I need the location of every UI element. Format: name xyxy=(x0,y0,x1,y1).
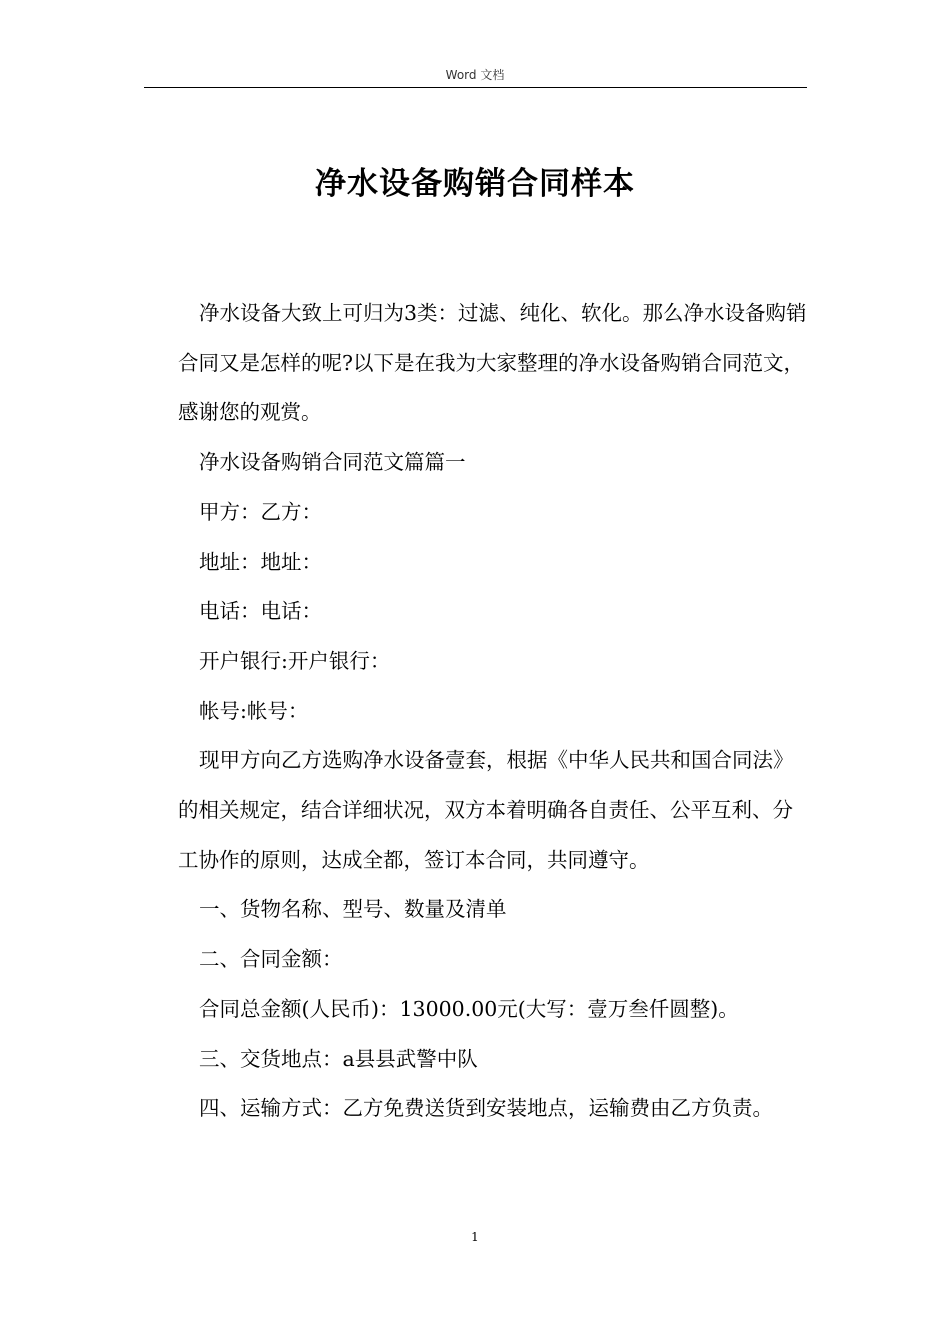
document-title: 净水设备购销合同样本 xyxy=(315,166,635,202)
page-number: 1 xyxy=(471,1230,479,1244)
clause-delivery-location: 三、交货地点：a县县武警中队 xyxy=(199,1046,478,1071)
clause-transport: 四、运输方式：乙方免费送货到安装地点，运输费由乙方负责。 xyxy=(199,1096,773,1121)
party-line: 甲方：乙方： xyxy=(199,499,322,524)
clause-goods: 一、货物名称、型号、数量及清单 xyxy=(199,897,507,922)
account-line: 帐号:帐号： xyxy=(199,698,309,723)
address-line: 地址：地址： xyxy=(199,549,322,574)
agreement-paragraph: 现甲方向乙方选购净水设备壹套，根据《中华人民共和国合同法》的相关规定，结合详细状况，双方本着明确各自责任、公平互利、分工协作的原则，达成全都，签订本合同，共同遵守。 xyxy=(178,748,794,872)
intro-paragraph: 净水设备大致上可归为3类：过滤、纯化、软化。那么净水设备购销合同又是怎样的呢?以下是在我为大家整理的净水设备购销合同范文，感谢您的观赏。 xyxy=(178,301,807,425)
page-header: Word 文档 xyxy=(445,68,505,82)
document-body xyxy=(178,289,808,1134)
bank-line: 开户银行:开户银行： xyxy=(199,648,391,673)
section-heading: 净水设备购销合同范文篇篇一 xyxy=(199,450,466,475)
total-amount-line: 合同总金额(人民币)：13000.00元(大写：壹万叁仟圆整)。 xyxy=(199,996,739,1021)
header-divider xyxy=(144,87,807,88)
clause-amount: 二、合同金额： xyxy=(199,947,343,972)
phone-line: 电话：电话： xyxy=(199,599,322,624)
